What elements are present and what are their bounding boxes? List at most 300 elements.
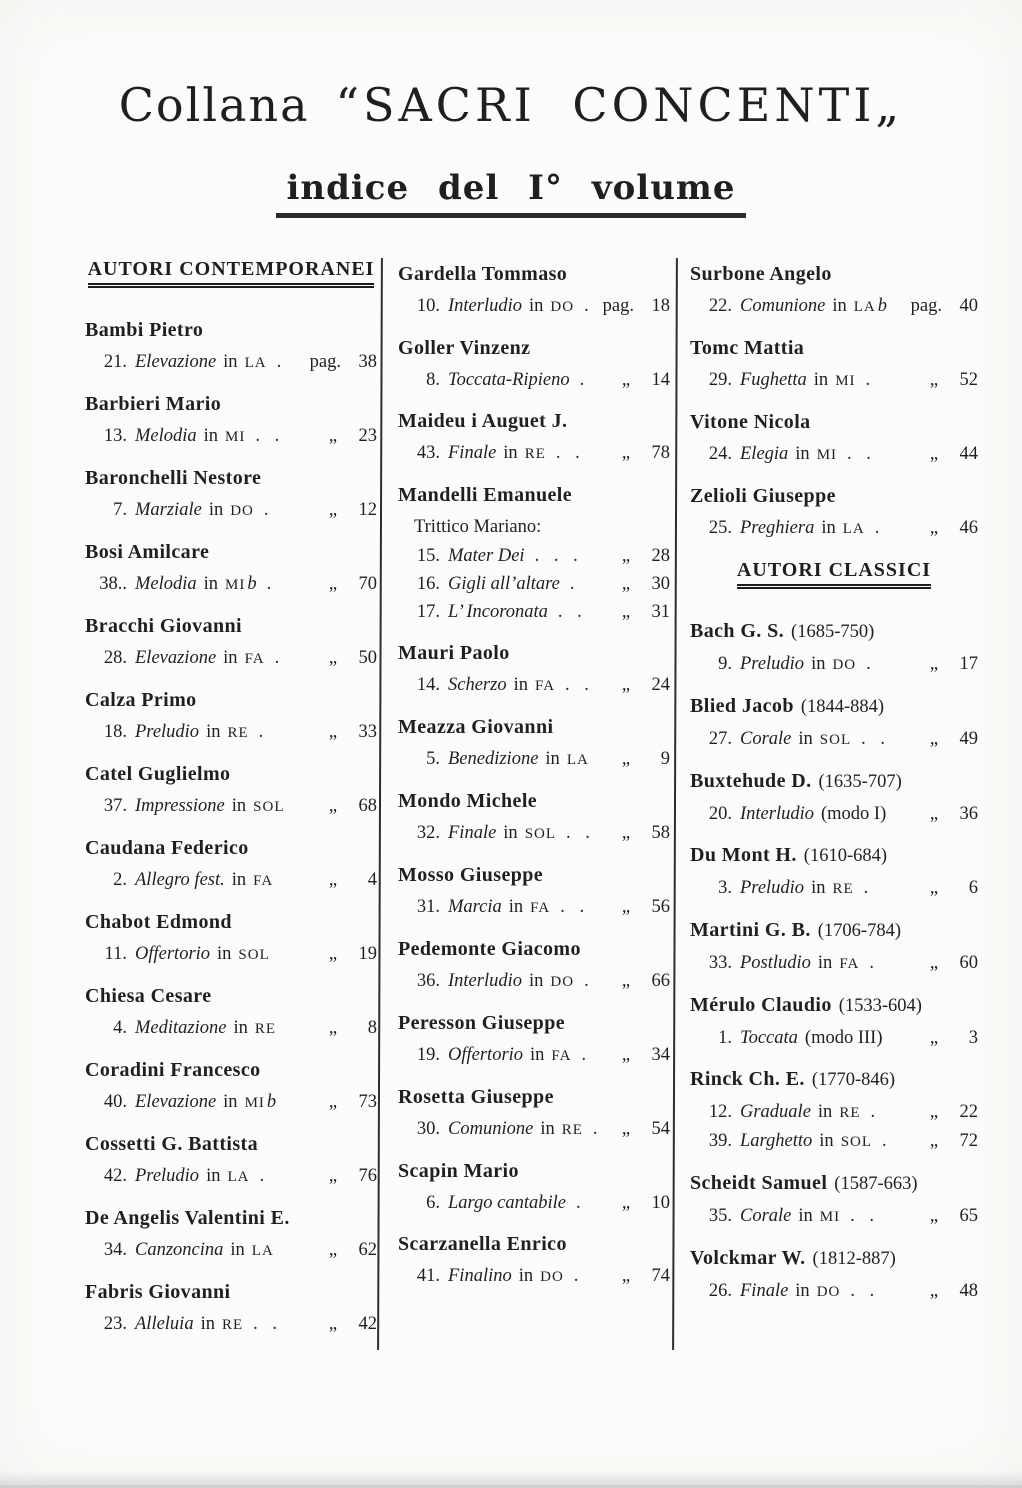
author-name: Bosi Amilcare (85, 541, 210, 563)
author-line (398, 863, 670, 888)
author-line (690, 484, 978, 509)
piece-title: Preludio (135, 1166, 200, 1186)
author-line (398, 1232, 670, 1257)
author-line (398, 1011, 670, 1036)
author-group (85, 688, 377, 747)
author-group (398, 483, 670, 626)
index-entry (85, 1088, 377, 1117)
piece-title: Alleluia (135, 1314, 194, 1334)
piece-title: Mater Dei (448, 546, 525, 566)
leader-dots: . . (555, 443, 580, 463)
author-line (85, 836, 377, 861)
author-line (85, 318, 377, 343)
index-entry (85, 1236, 377, 1265)
author-line (85, 1280, 377, 1305)
index-entry (398, 1115, 670, 1144)
entry-number: 9. (718, 654, 732, 674)
key-name: RE (839, 1105, 861, 1121)
key-name: RE (254, 1021, 277, 1037)
leader-dots: . (569, 574, 575, 594)
leader-dots: . (592, 1119, 598, 1139)
index-entry (85, 1310, 377, 1339)
author-group (85, 392, 377, 451)
author-name: Scarzanella Enrico (398, 1233, 567, 1255)
page-ref-mark: „ (328, 1166, 338, 1186)
author-group (398, 262, 670, 321)
key-name: MI (816, 447, 838, 463)
entry-connector: in (203, 426, 219, 446)
index-entry (398, 1189, 670, 1217)
piece-title: Interludio (448, 971, 522, 991)
author-group (85, 1280, 377, 1339)
index-entry (398, 893, 670, 922)
piece-title: Finale (448, 823, 497, 843)
page-ref-mark: pag. (910, 296, 942, 316)
index-entry (398, 1041, 670, 1070)
piece-title: Finale (448, 443, 497, 463)
piece-title: Corale (740, 729, 792, 749)
page-ref-mark: „ (621, 602, 631, 622)
entry-number: 41. (416, 1266, 440, 1286)
author-name: Bambi Pietro (85, 319, 204, 341)
page-number: 49 (959, 729, 978, 749)
author-line (398, 262, 670, 287)
leader-dots: . (865, 370, 871, 390)
page-number: 76 (358, 1166, 377, 1186)
entry-connector: in (821, 518, 836, 538)
author-group (398, 409, 670, 468)
page-ref-mark: „ (328, 426, 338, 446)
author-name: Peresson Giuseppe (398, 1012, 565, 1034)
author-dates: (1770-846) (811, 1070, 896, 1090)
entry-connector: in (233, 1018, 248, 1038)
group-note: Trittico Mariano: (414, 517, 542, 537)
index-entry (690, 1127, 978, 1156)
page-number: 78 (651, 443, 670, 463)
page-ref-mark: „ (328, 1018, 338, 1038)
author-name: Baronchelli Nestore (85, 467, 262, 489)
author-name: Goller Vinzenz (398, 337, 531, 359)
page-number: 3 (968, 1028, 978, 1048)
author-name: Buxtehude D. (690, 770, 812, 792)
author-group (398, 789, 670, 848)
author-name: Scapin Mario (398, 1160, 519, 1182)
key-name: DO (540, 1269, 564, 1285)
piece-title: Elegia (740, 444, 789, 464)
author-group (85, 836, 377, 895)
key-name: DO (550, 974, 575, 990)
page-ref-mark: „ (929, 804, 939, 824)
leader-dots: . (584, 971, 589, 991)
entry-number: 29. (708, 370, 732, 390)
key-name: RE (561, 1122, 583, 1138)
page-number: 23 (358, 426, 377, 446)
leader-dots: . (274, 648, 280, 668)
piece-title: Meditazione (135, 1018, 227, 1038)
section-header (690, 559, 978, 589)
entry-connector: in (518, 1266, 534, 1286)
page-number: 4 (367, 870, 377, 890)
author-dates: (1587-663) (834, 1174, 918, 1194)
entry-number: 17. (416, 602, 440, 622)
author-group (85, 984, 377, 1043)
entry-number: 15. (416, 546, 440, 566)
page-number: 50 (358, 648, 377, 668)
author-name: Mauri Paolo (398, 642, 510, 664)
leader-dots: . (263, 500, 269, 520)
author-name: Fabris Giovanni (85, 1281, 231, 1303)
key-name: MI (244, 1095, 265, 1111)
page-number: 70 (358, 574, 377, 594)
author-line (690, 993, 978, 1019)
piece-title: Canzoncina (135, 1240, 224, 1260)
entry-connector: in (206, 722, 221, 742)
piece-title: Elevazione (135, 648, 217, 668)
entry-connector: in (530, 1045, 545, 1065)
author-line (85, 540, 377, 565)
author-group (690, 694, 978, 754)
index-entry (85, 792, 377, 821)
author-name: Mosso Giuseppe (398, 864, 544, 886)
index-entry (85, 422, 377, 451)
page-ref-mark: „ (621, 443, 631, 463)
entry-number: 42. (103, 1166, 127, 1186)
author-line (690, 619, 978, 645)
piece-title: Offertorio (135, 944, 211, 964)
entry-connector: in (503, 823, 518, 843)
entry-number: 16. (416, 574, 440, 594)
entry-connector: in (813, 370, 829, 390)
page-number: 12 (358, 500, 377, 520)
page-number: 9 (660, 749, 670, 769)
author-line (398, 1159, 670, 1184)
leader-dots: . . . (534, 546, 578, 566)
piece-title: Scherzo (448, 675, 507, 695)
author-group (85, 540, 377, 599)
author-group (398, 715, 670, 774)
key-name: FA (839, 956, 860, 972)
key-name: SOL (524, 826, 557, 842)
page-ref-mark: „ (621, 1266, 631, 1286)
entry-number: 18. (103, 722, 127, 742)
entry-number: 36. (416, 971, 440, 991)
author-line (398, 937, 670, 962)
author-line (398, 483, 670, 508)
author-line (398, 641, 670, 666)
entry-connector: in (811, 878, 826, 898)
page-ref-mark: „ (621, 574, 631, 594)
author-group (690, 336, 978, 395)
entry-number: 7. (113, 500, 127, 520)
piece-title: Marcia (448, 897, 502, 917)
author-group (85, 318, 377, 377)
entry-number: 6. (426, 1193, 440, 1213)
author-name: Chabot Edmond (85, 911, 232, 933)
author-group (690, 1246, 978, 1306)
page-number: 24 (651, 675, 670, 695)
key-name: DO (230, 503, 254, 519)
author-group (398, 937, 670, 996)
piece-title: Fughetta (740, 370, 807, 390)
author-group (690, 843, 978, 903)
index-entry (398, 570, 670, 598)
page-number: 33 (358, 722, 377, 742)
entry-connector: in (223, 648, 238, 668)
leader-dots: . . (847, 444, 871, 464)
entry-connector: in (503, 443, 518, 463)
entry-connector: in (819, 1131, 834, 1151)
page-ref-mark: „ (328, 1240, 338, 1260)
author-line (690, 336, 978, 361)
page-number: 60 (959, 953, 978, 973)
entry-connector: in (231, 796, 247, 816)
index-entry (398, 366, 670, 394)
index-entry (690, 949, 978, 978)
page-ref-mark: „ (929, 518, 939, 538)
column-divider-left (377, 258, 383, 1350)
leader-dots: . (259, 1166, 265, 1186)
author-name: Vitone Nicola (690, 411, 811, 433)
page-number: 38 (358, 352, 377, 372)
leader-dots: . (870, 1102, 876, 1122)
author-name: Catel Guglielmo (85, 763, 231, 785)
author-group (690, 410, 978, 469)
piece-title: Marziale (135, 500, 202, 520)
page-number: 68 (358, 796, 377, 816)
index-entry (690, 650, 978, 679)
entry-number: 37. (103, 796, 127, 816)
author-line (398, 1085, 670, 1110)
author-name: Volckmar W. (690, 1247, 806, 1269)
author-name: Meazza Giovanni (398, 716, 554, 738)
author-line (690, 769, 978, 795)
page-ref-mark: „ (328, 870, 338, 890)
index-entry (398, 745, 670, 774)
page-ref-mark: „ (929, 370, 939, 390)
author-name: Caudana Federico (85, 837, 249, 859)
key-name: RE (832, 881, 854, 897)
key-name: SOL (819, 732, 852, 748)
piece-title: Toccata (740, 1028, 798, 1048)
entry-number: 43. (416, 443, 440, 463)
author-dates: (1844-884) (800, 697, 885, 717)
author-name: Bach G. S. (690, 620, 785, 642)
entry-number: 22. (708, 296, 732, 316)
index-entry (398, 292, 670, 321)
entry-connector: in (795, 1281, 810, 1301)
key-name: DO (550, 299, 575, 315)
index-entry (85, 1162, 377, 1191)
entry-connector: in (529, 296, 544, 316)
page-ref-mark: „ (328, 796, 338, 816)
index-entry (398, 542, 670, 570)
entry-number: 21. (103, 352, 127, 372)
piece-title: Comunione (448, 1119, 534, 1139)
leader-dots: . (579, 370, 585, 390)
author-group (690, 484, 978, 543)
author-name: Zelioli Giuseppe (690, 485, 836, 507)
column-3 (690, 262, 978, 1321)
key-name: SOL (238, 947, 270, 963)
page-number: 62 (358, 1240, 377, 1260)
piece-title: Comunione (740, 296, 826, 316)
entry-number: 12. (708, 1102, 732, 1122)
index-entry (398, 819, 670, 848)
index-entry (690, 1098, 978, 1127)
author-line (690, 694, 978, 720)
author-name: Pedemonte Giacomo (398, 938, 581, 960)
key-name: FA (530, 900, 551, 916)
piece-title: Interludio (740, 804, 814, 824)
piece-title: Interludio (448, 296, 522, 316)
piece-title: Preludio (740, 654, 805, 674)
index-entry (85, 570, 377, 599)
key-name: RE (524, 446, 546, 462)
entry-connector: in (817, 1102, 833, 1122)
index-entry (398, 439, 670, 468)
index-entry (85, 348, 377, 377)
author-name: Rinck Ch. E. (690, 1068, 805, 1090)
entry-number: 30. (416, 1119, 440, 1139)
entry-number: 20. (708, 804, 732, 824)
page-ref-mark: „ (621, 1045, 631, 1065)
page-number: 6 (968, 878, 978, 898)
title-sacri-concenti: “SACRI CONCENTI„ (335, 78, 904, 132)
page-ref-mark: „ (929, 1206, 939, 1226)
author-name: Bracchi Giovanni (85, 615, 242, 637)
author-group (85, 762, 377, 821)
author-line (85, 762, 377, 787)
entry-connector: in (223, 352, 238, 372)
piece-title: Graduale (740, 1102, 811, 1122)
author-group (398, 336, 670, 394)
leader-dots: . . (255, 426, 280, 446)
piece-title: Largo cantabile (448, 1193, 567, 1213)
leader-dots: . . (850, 1281, 875, 1301)
section-header-label: AUTORI CLASSICI (737, 559, 931, 589)
key-name: MI (835, 373, 856, 389)
piece-title: Finalino (448, 1266, 512, 1286)
page-number: 65 (959, 1206, 978, 1226)
scan-bottom-edge (0, 1471, 1022, 1488)
title-collana: Collana (118, 78, 310, 132)
key-name: RE (221, 1317, 244, 1333)
key-name: LA (853, 299, 876, 315)
entry-connector: (modo I) (821, 804, 887, 824)
entry-connector: (modo III) (804, 1028, 883, 1048)
key-name: SOL (253, 799, 285, 815)
author-group (85, 1058, 377, 1117)
leader-dots: . (576, 1193, 581, 1213)
author-name: Mandelli Emanuele (398, 484, 573, 506)
author-group (398, 641, 670, 700)
author-line (85, 614, 377, 639)
author-group (398, 1011, 670, 1070)
entry-connector: in (798, 1206, 813, 1226)
entry-connector: in (217, 944, 232, 964)
page-ref-mark: „ (929, 654, 939, 674)
entry-number: 24. (708, 444, 732, 464)
author-line (85, 688, 377, 713)
column-divider-right (672, 258, 678, 1350)
leader-dots: . (276, 352, 282, 372)
entry-connector: in (223, 1092, 238, 1112)
key-name: MI (225, 577, 246, 593)
entry-connector: in (811, 654, 826, 674)
page-number: 17 (959, 654, 978, 674)
entry-connector: in (817, 953, 833, 973)
author-group (690, 993, 978, 1052)
author-line (690, 918, 978, 944)
author-name: Barbieri Mario (85, 393, 222, 415)
entry-number: 4. (113, 1018, 127, 1038)
entry-connector: in (206, 1166, 221, 1186)
entry-connector: in (540, 1119, 555, 1139)
page-number: 14 (651, 370, 670, 390)
author-dates: (1706-784) (817, 921, 901, 941)
index-entry (85, 644, 377, 673)
piece-title: Preludio (740, 878, 805, 898)
page-number: 19 (358, 944, 377, 964)
author-name: Blied Jacob (690, 695, 794, 717)
author-dates: (1685-750) (791, 622, 875, 642)
author-group (85, 1206, 377, 1265)
leader-dots: . (863, 878, 869, 898)
index-entry (85, 866, 377, 895)
index-entry (85, 496, 377, 525)
entry-number: 27. (708, 729, 732, 749)
page-ref-mark: „ (621, 1193, 631, 1213)
index-entry (690, 1024, 978, 1052)
page-number: 56 (651, 897, 670, 917)
entry-number: 26. (708, 1281, 732, 1301)
author-name: Surbone Angelo (690, 263, 832, 285)
key-name: RE (227, 725, 249, 741)
page-number: 73 (358, 1092, 377, 1112)
entry-number: 39. (708, 1131, 732, 1151)
flat-sign: b (247, 574, 257, 594)
index-entry (690, 874, 978, 903)
leader-dots: . . (557, 602, 582, 622)
entry-connector: in (200, 1314, 215, 1334)
page-ref-mark: „ (929, 444, 939, 464)
author-dates: (1533-604) (838, 996, 922, 1016)
piece-title: Allegro fest. (135, 870, 225, 890)
entry-number: 23. (103, 1314, 127, 1334)
page-ref-mark: „ (328, 648, 338, 668)
page-ref-mark: „ (621, 971, 631, 991)
piece-title: Preghiera (740, 518, 815, 538)
page-number: 58 (651, 823, 670, 843)
entry-number: 14. (416, 675, 440, 695)
page-ref-mark: „ (328, 574, 338, 594)
author-group (398, 1159, 670, 1217)
author-group (85, 614, 377, 673)
author-name: Calza Primo (85, 689, 197, 711)
index-entry (690, 366, 978, 395)
leader-dots: . (258, 722, 264, 742)
key-name: DO (832, 657, 857, 673)
page-ref-mark: „ (929, 1102, 939, 1122)
piece-title: Impressione (135, 796, 225, 816)
index-entry (398, 967, 670, 996)
leader-dots: . (874, 518, 880, 538)
author-line (85, 1206, 377, 1231)
entry-number: 28. (103, 648, 127, 668)
author-group (398, 863, 670, 922)
page-ref-mark: „ (328, 1092, 338, 1112)
page-ref-mark: „ (621, 897, 631, 917)
